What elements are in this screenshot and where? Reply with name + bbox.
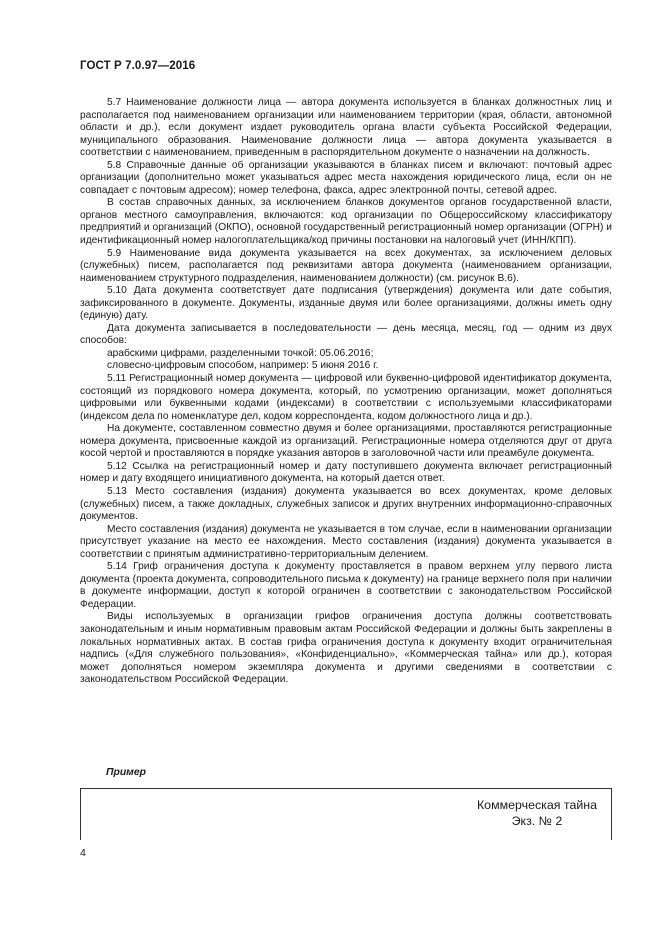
paragraph-5-9: 5.9 Наименование вида документа указывается на всех документах, за исключением деловых (служебных) писем, располагается под реквизитами автора документа (наименованием организации, наименованием структурного подразделения, наименованием должности) (см. рисунок В.6).: [80, 247, 612, 284]
paragraph-date-verbal: словесно-цифровым способом, например: 5 июня 2016 г.: [107, 360, 379, 372]
grif-copy-number: Экз. № 2: [511, 814, 563, 828]
paragraph-date-arabic: арабскими цифрами, разделенными точкой: 05.06.2016;: [107, 347, 374, 359]
document-header: ГОСТ Р 7.0.97—2016: [80, 60, 196, 72]
paragraph-date-format: Дата документа записывается в последовательности — день месяца, месяц, год — одним из двух способов:: [80, 322, 612, 347]
paragraph-5-14: 5.14 Гриф ограничения доступа к документу проставляется в правом верхнем углу первого листа документа (проекта документа, сопроводительного письма к документу) на границе верхнего поля при наличии в документе информации, доступ к которой ограничен в соответствии с законодательством Российской Федерации.: [80, 561, 612, 610]
paragraph-5-13: 5.13 Место составления (издания) документа указывается во всех документах, кроме деловых (служебных) писем, а также докладных, служебных записок и других внутренних информационно-справочных документов.: [80, 485, 612, 523]
paragraph-reference-data: В состав справочных данных, за исключением бланков документов органов государственной власти, органов местного самоуправления, включаются: код организации по Общероссийскому классификатору предприятий и организаций (ОКПО), основной государственный регистрационный номер организации (ОГРН) и идентификационный номер налогоплательщика/код причины постановки на налоговый учет (ИНН/КПП).: [80, 197, 612, 247]
paragraph-5-8: 5.8 Справочные данные об организации указываются в бланках писем и включают: почтовый адрес организации (дополнительно может указываться адрес места нахождения юридического лица, если он не совпадает с почтовым адресом); номер телефона, факса, адрес электронной почты, сетевой адрес.: [80, 159, 612, 196]
paragraph-grif-types: Виды используемых в организации грифов ограничения доступа должны соответствовать законодательным и иным нормативным правовым актам Российской Федерации и должны быть закреплены в локальных нормативных актах. В состав грифа ограничения доступа к документу входит ограничительная надпись («Для служебного пользования», «Конфиденциально», «Коммерческая тайна» или др.), которая может дополняться номером экземпляра документа и другими сведениями в соответствии с законодательством Российской Федерации.: [80, 611, 612, 686]
example-label: Пример: [106, 767, 146, 778]
paragraph-5-12: 5.12 Ссылка на регистрационный номер и дату поступившего документа включает регистрационный номер и дату входящего инициативного документа, на который дается ответ.: [80, 460, 612, 485]
paragraph-5-11: 5.11 Регистрационный номер документа — цифровой или буквенно-цифровой идентификатор документа, состоящий из порядкового номера документа, который, по усмотрению организации, может дополняться цифровыми или буквенными кодами (индексами) в соответствии с используемыми классификаторами (индексом дела по номенклатуре дел, кодом корреспондента, кодом должностного лица и др.).: [80, 373, 612, 422]
paragraph-5-7: 5.7 Наименование должности лица — автора документа используется в бланках должностных лиц и располагается под наименованием организации или наименованием территории (края, области, автономной области и др.), если документ издает руководитель органа власти субъекта Российской Федерации, муниципального образования. Наименование должности лица — автора документа указывается в соответствии с наименованием, приведенным в распорядительном документе о назначении на должность.: [80, 97, 612, 159]
paragraph-joint-document: На документе, составленном совместно двумя и более организациями, проставляются регистрационные номера документа, присвоенные каждой из организаций. Регистрационные номера отделяются друг от друга косой чертой и проставляются в порядке указания авторов в заголовочной части или преамбуле документа.: [80, 423, 612, 460]
example-box: [80, 788, 612, 840]
page-number: 4: [80, 847, 86, 859]
document-body: [80, 97, 612, 687]
access-restriction-grif: [477, 797, 597, 829]
paragraph-5-10: 5.10 Дата документа соответствует дате подписания (утверждения) документа или дате события, зафиксированного в документе. Документы, изданные двумя или более организациями, должны иметь одну (единую) дату.: [80, 285, 612, 322]
grif-commercial-secret: Коммерческая тайна: [476, 798, 597, 812]
paragraph-place-omitted: Место составления (издания) документа не указывается в том случае, если в наименовании организации присутствует указание на место ее нахождения. Место составления (издания) документа указывается в соответствии с принятым административно-территориальным делением.: [80, 523, 612, 560]
